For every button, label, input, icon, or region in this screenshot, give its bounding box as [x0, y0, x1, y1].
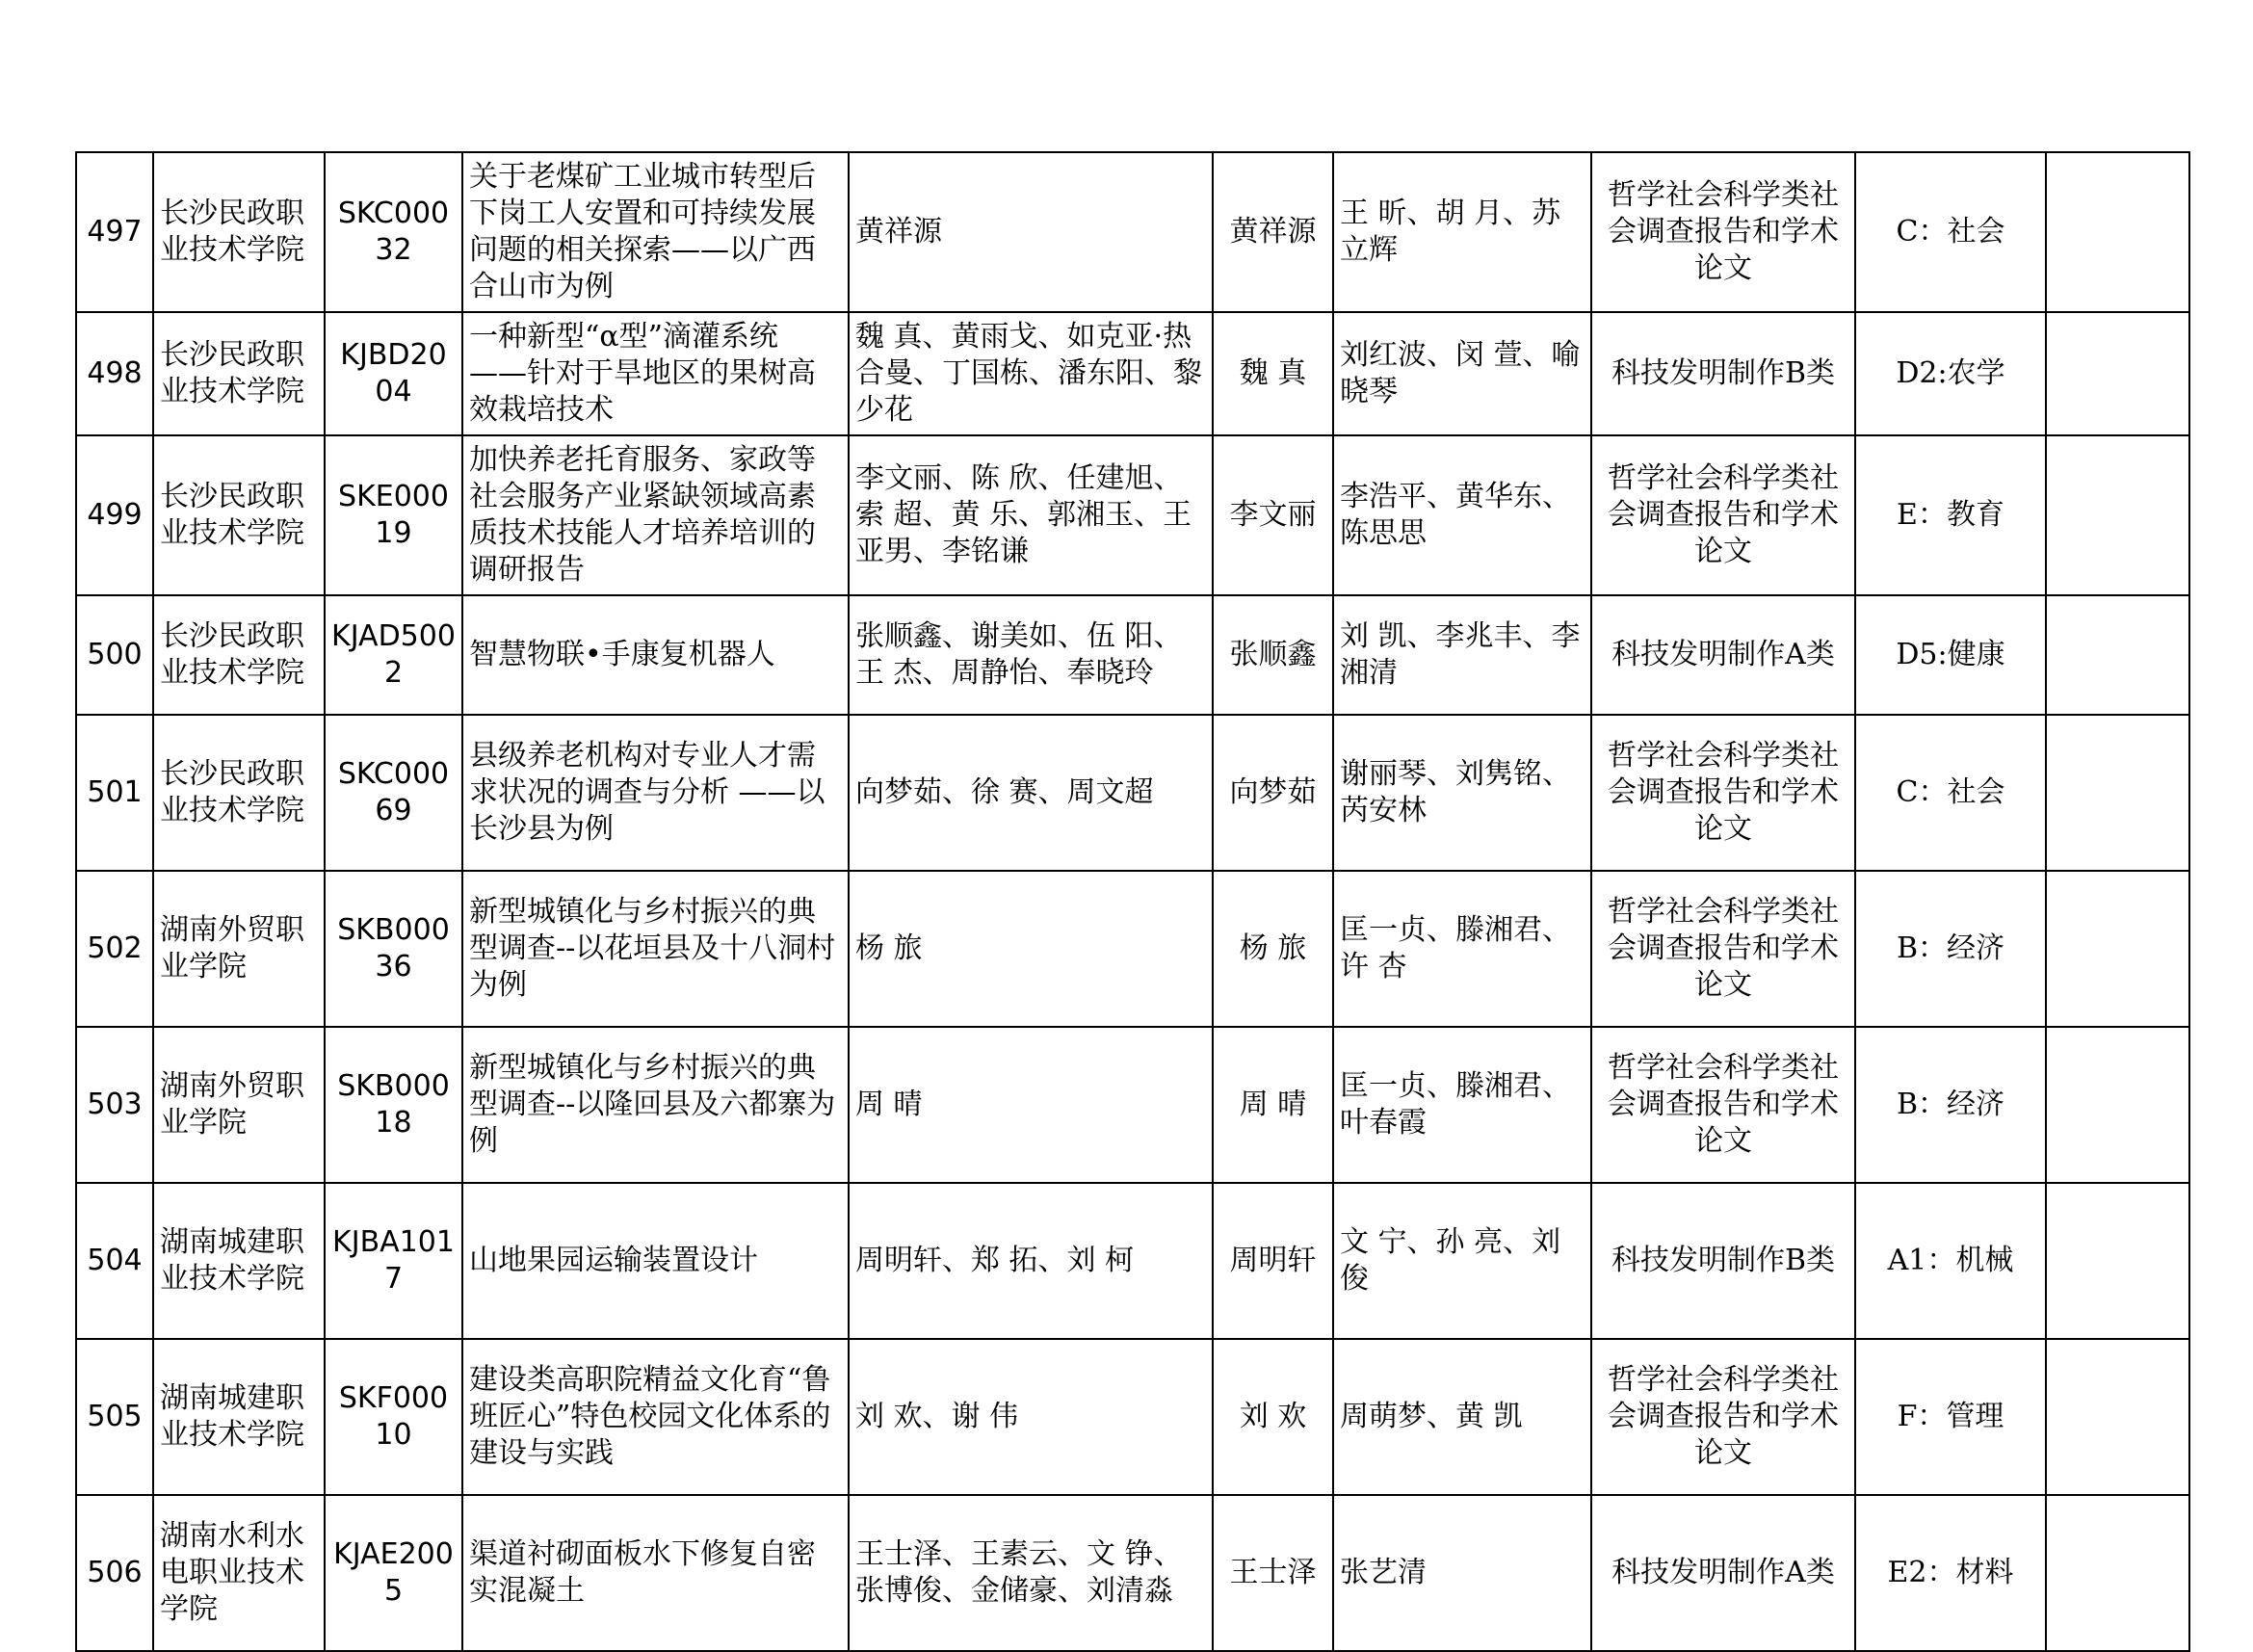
project-title: 渠道衬砌面板水下修复自密实混凝土: [462, 1495, 849, 1651]
category: 哲学社会科学类社会调查报告和学术论文: [1591, 435, 1855, 595]
project-code: SKC00032: [325, 152, 462, 312]
award-list-table: [75, 151, 2190, 1652]
row-number: 497: [76, 152, 153, 312]
row-number: 505: [76, 1339, 153, 1495]
subject: F：管理: [1855, 1339, 2046, 1495]
school-name: 长沙民政职业技术学院: [153, 595, 325, 715]
row-number: 504: [76, 1183, 153, 1339]
table-row: [76, 1027, 2189, 1183]
extra-cell: [2046, 871, 2189, 1027]
authors: 李文丽、陈 欣、任建旭、索 超、黄 乐、郭湘玉、王亚男、李铭谦: [849, 435, 1213, 595]
row-number: 501: [76, 715, 153, 871]
project-title: 智慧物联•手康复机器人: [462, 595, 849, 715]
extra-cell: [2046, 1339, 2189, 1495]
category: 哲学社会科学类社会调查报告和学术论文: [1591, 715, 1855, 871]
extra-cell: [2046, 312, 2189, 435]
row-number: 499: [76, 435, 153, 595]
advisors: 文 宁、孙 亮、刘 俊: [1333, 1183, 1591, 1339]
extra-cell: [2046, 715, 2189, 871]
school-name: 长沙民政职业技术学院: [153, 715, 325, 871]
authors: 王士泽、王素云、文 铮、张博俊、金储豪、刘清淼: [849, 1495, 1213, 1651]
project-code: SKB00018: [325, 1027, 462, 1183]
school-name: 湖南外贸职业学院: [153, 871, 325, 1027]
category: 科技发明制作A类: [1591, 595, 1855, 715]
subject: E2：材料: [1855, 1495, 2046, 1651]
advisors: 李浩平、黄华东、陈思思: [1333, 435, 1591, 595]
authors: 黄祥源: [849, 152, 1213, 312]
first-author: 向梦茹: [1213, 715, 1333, 871]
project-title: 加快养老托育服务、家政等社会服务产业紧缺领域高素质技术技能人才培养培训的调研报告: [462, 435, 849, 595]
first-author: 周明轩: [1213, 1183, 1333, 1339]
project-code: SKC00069: [325, 715, 462, 871]
extra-cell: [2046, 1027, 2189, 1183]
school-name: 长沙民政职业技术学院: [153, 312, 325, 435]
project-title: 建设类高职院精益文化育“鲁班匠心”特色校园文化体系的建设与实践: [462, 1339, 849, 1495]
project-code: SKB00036: [325, 871, 462, 1027]
project-title: 新型城镇化与乡村振兴的典型调查--以隆回县及六都寨为例: [462, 1027, 849, 1183]
authors: 周 晴: [849, 1027, 1213, 1183]
project-title: 山地果园运输装置设计: [462, 1183, 849, 1339]
advisors: 张艺清: [1333, 1495, 1591, 1651]
row-number: 502: [76, 871, 153, 1027]
category: 哲学社会科学类社会调查报告和学术论文: [1591, 871, 1855, 1027]
school-name: 长沙民政职业技术学院: [153, 152, 325, 312]
project-title: 关于老煤矿工业城市转型后下岗工人安置和可持续发展问题的相关探索——以广西合山市为例: [462, 152, 849, 312]
subject: C：社会: [1855, 152, 2046, 312]
project-code: SKF00010: [325, 1339, 462, 1495]
subject: C：社会: [1855, 715, 2046, 871]
school-name: 湖南外贸职业学院: [153, 1027, 325, 1183]
advisors: 刘红波、闵 萱、喻晓琴: [1333, 312, 1591, 435]
first-author: 黄祥源: [1213, 152, 1333, 312]
school-name: 湖南城建职业技术学院: [153, 1339, 325, 1495]
authors: 向梦茹、徐 赛、周文超: [849, 715, 1213, 871]
first-author: 张顺鑫: [1213, 595, 1333, 715]
category: 科技发明制作A类: [1591, 1495, 1855, 1651]
subject: A1：机械: [1855, 1183, 2046, 1339]
row-number: 503: [76, 1027, 153, 1183]
category: 哲学社会科学类社会调查报告和学术论文: [1591, 1027, 1855, 1183]
first-author: 魏 真: [1213, 312, 1333, 435]
subject: D5:健康: [1855, 595, 2046, 715]
row-number: 500: [76, 595, 153, 715]
category: 哲学社会科学类社会调查报告和学术论文: [1591, 152, 1855, 312]
table-row: [76, 1495, 2189, 1651]
first-author: 刘 欢: [1213, 1339, 1333, 1495]
first-author: 周 晴: [1213, 1027, 1333, 1183]
authors: 杨 旅: [849, 871, 1213, 1027]
extra-cell: [2046, 435, 2189, 595]
project-title: 县级养老机构对专业人才需求状况的调查与分析 ——以长沙县为例: [462, 715, 849, 871]
extra-cell: [2046, 1183, 2189, 1339]
subject: D2:农学: [1855, 312, 2046, 435]
table-row: [76, 595, 2189, 715]
table-row: [76, 715, 2189, 871]
first-author: 杨 旅: [1213, 871, 1333, 1027]
extra-cell: [2046, 595, 2189, 715]
authors: 周明轩、郑 拓、刘 柯: [849, 1183, 1213, 1339]
project-code: KJAD5002: [325, 595, 462, 715]
project-code: SKE00019: [325, 435, 462, 595]
extra-cell: [2046, 1495, 2189, 1651]
advisors: 周萌梦、黄 凯: [1333, 1339, 1591, 1495]
first-author: 李文丽: [1213, 435, 1333, 595]
subject: B：经济: [1855, 1027, 2046, 1183]
table-row: [76, 871, 2189, 1027]
table-row: [76, 435, 2189, 595]
table-row: [76, 1183, 2189, 1339]
school-name: 长沙民政职业技术学院: [153, 435, 325, 595]
project-title: 新型城镇化与乡村振兴的典型调查--以花垣县及十八洞村为例: [462, 871, 849, 1027]
advisors: 匡一贞、滕湘君、叶春霞: [1333, 1027, 1591, 1183]
authors: 张顺鑫、谢美如、伍 阳、王 杰、周静怡、奉晓玲: [849, 595, 1213, 715]
school-name: 湖南城建职业技术学院: [153, 1183, 325, 1339]
school-name: 湖南水利水电职业技术学院: [153, 1495, 325, 1651]
project-code: KJBA1017: [325, 1183, 462, 1339]
authors: 魏 真、黄雨戈、如克亚·热合曼、丁国栋、潘东阳、黎少花: [849, 312, 1213, 435]
project-code: KJBD2004: [325, 312, 462, 435]
table-row: [76, 152, 2189, 312]
advisors: 王 昕、胡 月、苏立辉: [1333, 152, 1591, 312]
table-row: [76, 312, 2189, 435]
advisors: 匡一贞、滕湘君、许 杏: [1333, 871, 1591, 1027]
row-number: 498: [76, 312, 153, 435]
subject: E：教育: [1855, 435, 2046, 595]
row-number: 506: [76, 1495, 153, 1651]
advisors: 谢丽琴、刘隽铭、芮安林: [1333, 715, 1591, 871]
project-title: 一种新型“α型”滴灌系统 ——针对于旱地区的果树高效栽培技术: [462, 312, 849, 435]
extra-cell: [2046, 152, 2189, 312]
category: 哲学社会科学类社会调查报告和学术论文: [1591, 1339, 1855, 1495]
project-code: KJAE2005: [325, 1495, 462, 1651]
table-body: [76, 152, 2189, 1651]
category: 科技发明制作B类: [1591, 312, 1855, 435]
category: 科技发明制作B类: [1591, 1183, 1855, 1339]
advisors: 刘 凯、李兆丰、李湘清: [1333, 595, 1591, 715]
subject: B：经济: [1855, 871, 2046, 1027]
table-row: [76, 1339, 2189, 1495]
first-author: 王士泽: [1213, 1495, 1333, 1651]
authors: 刘 欢、谢 伟: [849, 1339, 1213, 1495]
